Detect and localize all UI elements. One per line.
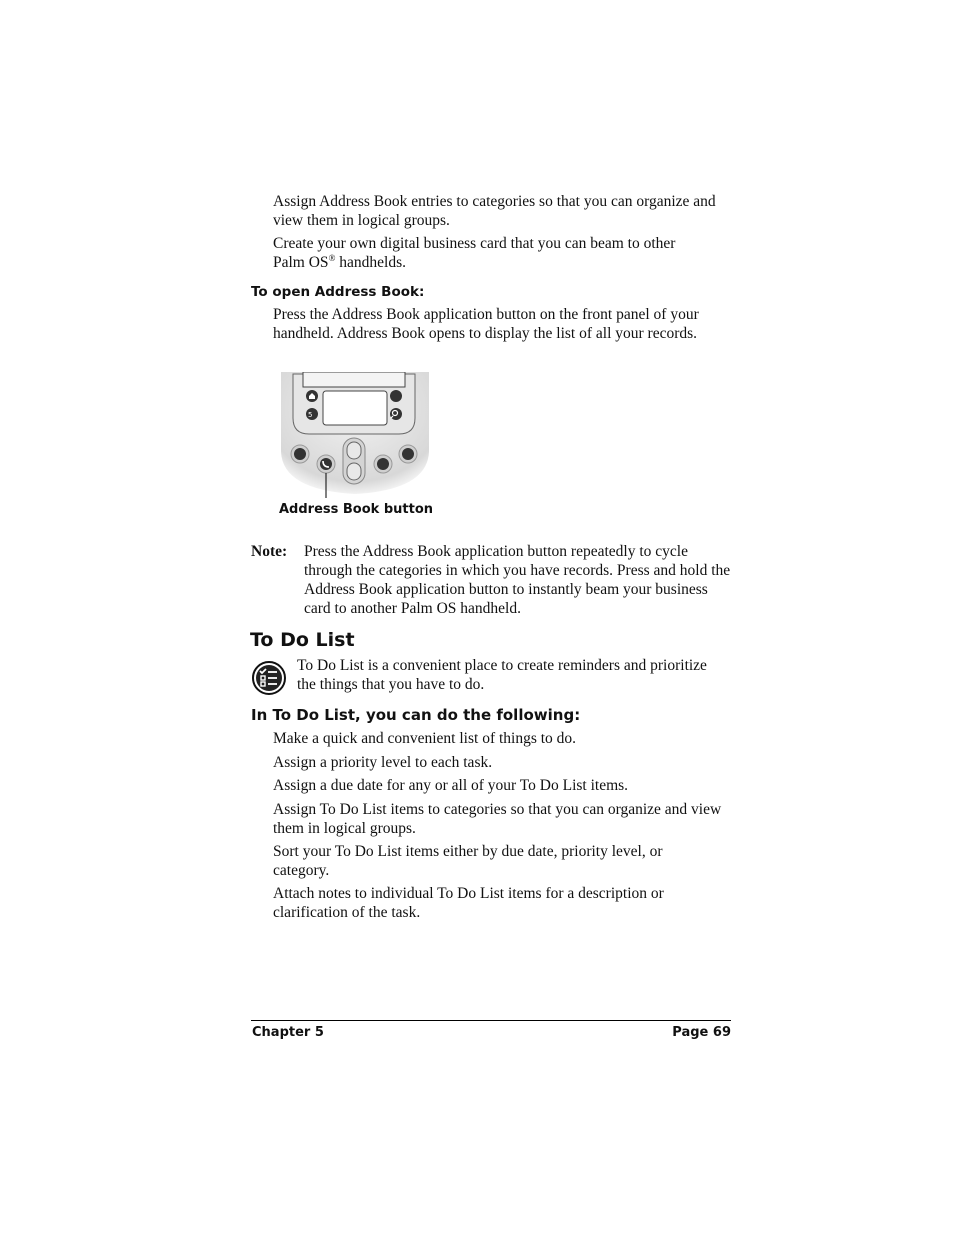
- list-item: Assign a priority level to each task.: [273, 754, 493, 771]
- list-item: Assign To Do List items to categories so that you can organize and view them in logical groups.: [273, 801, 722, 837]
- to-do-list-intro: To Do List is a convenient place to create reminders and prioritize the things that you have to do.: [297, 657, 707, 693]
- find-icon: [390, 408, 402, 420]
- footer-chapter: Chapter 5: [252, 1025, 324, 1040]
- palm-os-prefix: Palm OS: [273, 254, 329, 271]
- list-item: Sort your To Do List items either by due date, priority level, or category.: [273, 843, 663, 879]
- registered-mark: ®: [328, 252, 336, 263]
- open-address-book-text: Press the Address Book application button on the front panel of your handheld. Address Book opens to display the list of all your records.: [273, 306, 699, 342]
- address-book-button-callout: Address Book button: [279, 502, 434, 517]
- open-address-book-heading: To open Address Book:: [251, 284, 425, 300]
- note-label: Note:: [251, 543, 288, 560]
- list-item: Assign a due date for any or all of your To Do List items.: [273, 777, 629, 794]
- to-do-list-title: To Do List: [250, 629, 355, 651]
- menu-icon: [390, 390, 402, 402]
- todo-list-icon: [251, 660, 287, 696]
- svg-text:5: 5: [308, 411, 313, 419]
- intro-paragraph-business-card-text: Create your own digital business card that you can beam to other: [273, 235, 676, 252]
- intro-paragraph-categories: Assign Address Book entries to categories so that you can organize and view them in logical groups.: [273, 193, 716, 229]
- palm-os-suffix: handhelds.: [335, 254, 407, 271]
- footer-rule: [251, 1020, 731, 1021]
- to-do-list-subheading: In To Do List, you can do the following:: [251, 706, 581, 724]
- footer-page-number: Page 69: [672, 1025, 731, 1040]
- palm-handheld-illustration: [277, 372, 433, 498]
- intro-paragraph-business-card: [273, 234, 733, 272]
- note-text: Press the Address Book application button repeatedly to cycle through the categories in which you have records. Press and hold the Address Book application button to instantly beam your business card to another Palm OS handheld.: [304, 543, 731, 617]
- list-item: Make a quick and convenient list of things to do.: [273, 730, 577, 747]
- handheld-svg: [277, 372, 433, 498]
- list-item: Attach notes to individual To Do List items for a description or clarification of the task.: [273, 885, 664, 921]
